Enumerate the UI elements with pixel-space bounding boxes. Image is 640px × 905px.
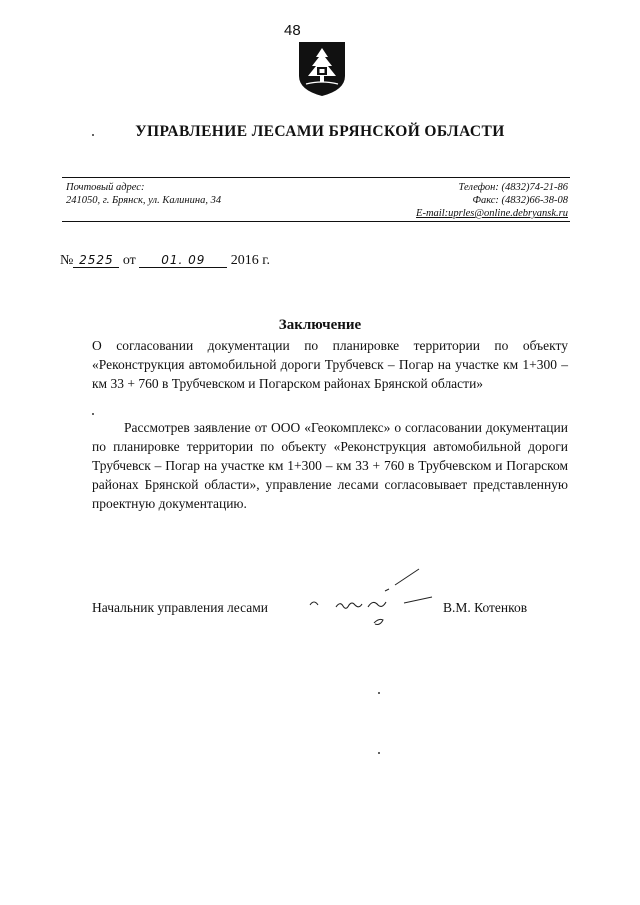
registration-number: 2525	[73, 253, 119, 268]
registration-date: 01. 09	[139, 253, 227, 268]
registration-year: 2016 г.	[230, 253, 270, 268]
handwritten-signature	[300, 565, 450, 635]
postal-address	[66, 181, 221, 207]
fax: Факс: (4832)66-38-08	[472, 195, 568, 206]
header-divider-top	[62, 177, 570, 178]
organization-name: УПРАВЛЕНИЕ ЛЕСАМИ БРЯНСКОЙ ОБЛАСТИ	[135, 123, 505, 140]
signatory-name: В.М. Котенков	[443, 600, 528, 615]
scan-speck	[378, 752, 380, 754]
registration-line	[60, 253, 270, 269]
document-subject: О согласовании документации по планировке территории по объекту «Реконструкция автомобильной дороги Трубчевск – Погар на участке км 1+300 – км 33 + 760 в Трубчевском и Погарском районах Брянской области»	[92, 338, 568, 391]
header-divider-bottom	[62, 221, 570, 222]
phone: Телефон: (4832)74-21-86	[458, 182, 568, 193]
page-number: 48	[284, 22, 301, 39]
number-prefix: №	[60, 253, 74, 268]
date-prefix: от	[122, 253, 136, 268]
postal-address-label: Почтовый адрес:	[66, 182, 145, 193]
scan-speck	[378, 692, 380, 694]
postal-address-value: 241050, г. Брянск, ул. Калинина, 34	[66, 195, 222, 206]
contacts	[416, 181, 568, 220]
coat-of-arms-icon	[297, 40, 347, 98]
scan-speck	[92, 134, 94, 136]
signatory-position: Начальник управления лесами	[92, 600, 269, 615]
document-title: Заключение	[278, 317, 362, 333]
scan-speck	[92, 413, 94, 415]
email: E-mail:uprles@online.debryansk.ru	[416, 208, 568, 219]
document-body: Рассмотрев заявление от ООО «Геокомплекс» о согласовании документации по планировке территории по объекту «Реконструкция автомобильной дороги Трубчевск – Погар на участке км 1+300 – км 33 + 760 в Трубчевском и Погарском районах Брянской области», управление лесами согласовывает представленную проектную документацию.	[92, 420, 568, 511]
